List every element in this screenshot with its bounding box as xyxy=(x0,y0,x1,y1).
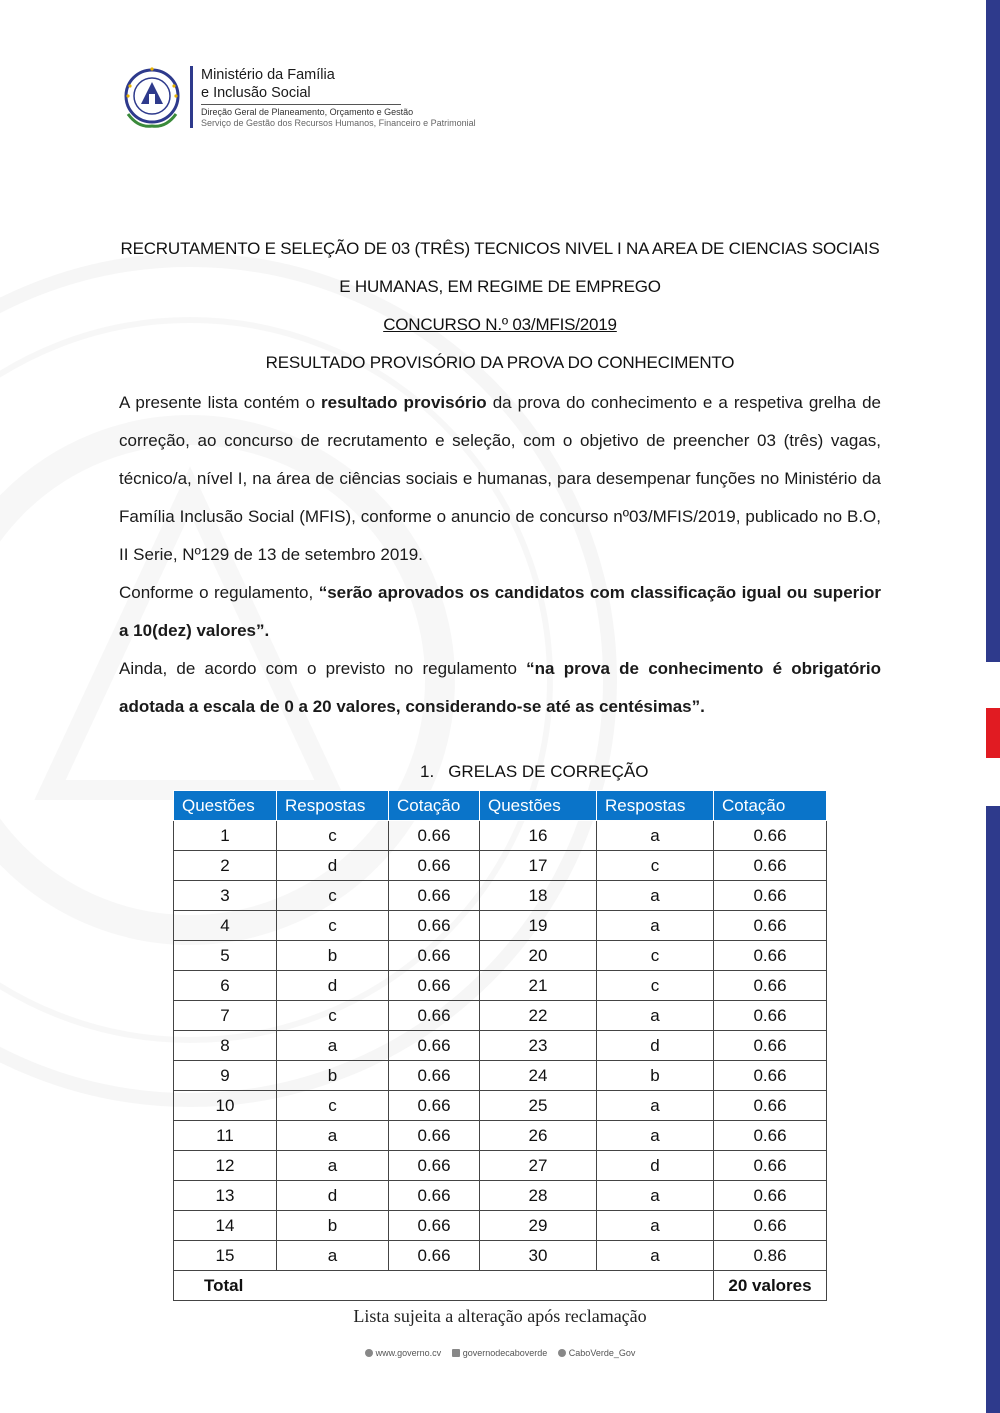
header-questoes-2: Questões xyxy=(480,791,597,821)
cell: 11 xyxy=(174,1121,277,1151)
revision-note: Lista sujeita a alteração após reclamação xyxy=(353,1306,647,1326)
cell: 0.66 xyxy=(389,881,480,911)
cell: 0.66 xyxy=(714,1151,827,1181)
cell: 0.66 xyxy=(389,1151,480,1181)
cell: 0.66 xyxy=(389,1061,480,1091)
cell: 0.66 xyxy=(714,1211,827,1241)
table-header-row xyxy=(174,791,827,821)
cell: 0.66 xyxy=(389,1211,480,1241)
cell: a xyxy=(597,911,714,941)
cell: 8 xyxy=(174,1031,277,1061)
cell: 9 xyxy=(174,1061,277,1091)
cell: 0.66 xyxy=(389,911,480,941)
cell: 2 xyxy=(174,851,277,881)
cell: 20 xyxy=(480,941,597,971)
cell: 15 xyxy=(174,1241,277,1271)
cell: c xyxy=(277,881,389,911)
cell: b xyxy=(277,1061,389,1091)
p3-pre: Ainda, de acordo com o previsto no regulamento xyxy=(119,659,527,678)
cell: c xyxy=(277,1001,389,1031)
cell: c xyxy=(277,911,389,941)
cell: 6 xyxy=(174,971,277,1001)
header-respostas-1: Respostas xyxy=(277,791,389,821)
cell: a xyxy=(597,1211,714,1241)
cell: 0.66 xyxy=(389,971,480,1001)
table-row xyxy=(174,1181,827,1211)
cell: 0.66 xyxy=(714,1121,827,1151)
cell: 0.66 xyxy=(389,1241,480,1271)
table-body xyxy=(174,821,827,1301)
ministry-line2: e Inclusão Social xyxy=(201,85,311,101)
cell: b xyxy=(277,941,389,971)
cell: 3 xyxy=(174,881,277,911)
correction-grid-table xyxy=(173,790,827,1301)
cell: c xyxy=(597,941,714,971)
total-value: 20 valores xyxy=(714,1271,827,1301)
footer xyxy=(0,1348,1000,1358)
cell: 10 xyxy=(174,1091,277,1121)
cell: 0.66 xyxy=(714,911,827,941)
coat-of-arms-logo xyxy=(118,64,186,132)
footer-facebook-text: governodecaboverde xyxy=(462,1348,548,1358)
table-row xyxy=(174,1001,827,1031)
cell: 29 xyxy=(480,1211,597,1241)
p1-pre: A presente lista contém o xyxy=(119,393,322,412)
cell: a xyxy=(277,1151,389,1181)
scale-paragraph xyxy=(119,650,881,726)
cell: c xyxy=(597,851,714,881)
cell: d xyxy=(277,1181,389,1211)
cell: 13 xyxy=(174,1181,277,1211)
section-number: 1. xyxy=(420,762,435,781)
cell: a xyxy=(597,821,714,851)
cell: d xyxy=(597,1031,714,1061)
edge-stripe-blue-top xyxy=(986,0,1000,662)
p2-bold: “serão aprovados os candidatos com classificação igual ou superior a 10(dez) valores”. xyxy=(119,583,881,640)
department-info xyxy=(201,107,476,129)
table-row xyxy=(174,1241,827,1271)
cell: 5 xyxy=(174,941,277,971)
ministry-line1: Ministério da Família xyxy=(201,67,335,83)
table-row xyxy=(174,881,827,911)
cell: 0.66 xyxy=(714,851,827,881)
cell: d xyxy=(597,1151,714,1181)
cell: 19 xyxy=(480,911,597,941)
footer-twitter-text: CaboVerde_Gov xyxy=(568,1348,636,1358)
cell: b xyxy=(277,1211,389,1241)
cell: a xyxy=(597,1091,714,1121)
header-questoes-1: Questões xyxy=(174,791,277,821)
result-title: RESULTADO PROVISÓRIO DA PROVA DO CONHECIMENTO xyxy=(265,353,735,372)
footer-website[interactable] xyxy=(365,1348,442,1358)
total-row xyxy=(174,1271,827,1301)
p1-bold: resultado provisório xyxy=(321,393,487,412)
cell: 17 xyxy=(480,851,597,881)
cell: 27 xyxy=(480,1151,597,1181)
header-respostas-2: Respostas xyxy=(597,791,714,821)
header-cotacao-2: Cotação xyxy=(714,791,827,821)
regulation-paragraph xyxy=(119,574,881,650)
cell: a xyxy=(597,881,714,911)
directorate: Direção Geral de Planeamento, Orçamento e Gestão xyxy=(201,107,414,117)
table-row xyxy=(174,1151,827,1181)
cell: 14 xyxy=(174,1211,277,1241)
footer-facebook[interactable] xyxy=(452,1348,548,1358)
cell: 0.66 xyxy=(714,1031,827,1061)
cell: a xyxy=(277,1241,389,1271)
table-row xyxy=(174,1061,827,1091)
cell: 30 xyxy=(480,1241,597,1271)
cell: a xyxy=(597,1181,714,1211)
cell: 0.66 xyxy=(389,1031,480,1061)
cell: d xyxy=(277,971,389,1001)
cell: 0.66 xyxy=(714,1091,827,1121)
p3-bold: “na prova de conhecimento é obrigatório adotada a escala de 0 a 20 valores, considerando-se até as centésimas”. xyxy=(119,659,882,716)
cell: 0.66 xyxy=(389,1181,480,1211)
cell: 23 xyxy=(480,1031,597,1061)
cell: a xyxy=(277,1121,389,1151)
cell: a xyxy=(597,1241,714,1271)
globe-icon xyxy=(365,1349,373,1357)
table-section-title xyxy=(420,762,648,782)
cell: 7 xyxy=(174,1001,277,1031)
p2-pre: Conforme o regulamento, xyxy=(119,583,319,602)
cell: 0.66 xyxy=(389,1091,480,1121)
ministry-name xyxy=(201,66,335,102)
cell: 0.66 xyxy=(389,1121,480,1151)
cell: 22 xyxy=(480,1001,597,1031)
total-spacer xyxy=(389,1271,714,1301)
cell: a xyxy=(597,1121,714,1151)
cell: 0.66 xyxy=(714,1001,827,1031)
table-row xyxy=(174,1211,827,1241)
cell: c xyxy=(277,1091,389,1121)
table-row xyxy=(174,1121,827,1151)
intro-paragraph xyxy=(119,384,881,574)
header-cotacao-1: Cotação xyxy=(389,791,480,821)
table-row xyxy=(174,941,827,971)
cell: 0.66 xyxy=(389,1001,480,1031)
table-row xyxy=(174,1031,827,1061)
cell: 4 xyxy=(174,911,277,941)
table-row xyxy=(174,1091,827,1121)
cell: 16 xyxy=(480,821,597,851)
cell: d xyxy=(277,851,389,881)
header-divider xyxy=(190,66,193,128)
cell: a xyxy=(597,1001,714,1031)
cell: 21 xyxy=(480,971,597,1001)
cell: 26 xyxy=(480,1121,597,1151)
cell: c xyxy=(277,821,389,851)
dept-underline xyxy=(201,104,401,105)
cell: 0.66 xyxy=(714,941,827,971)
cell: 0.86 xyxy=(714,1241,827,1271)
total-label: Total xyxy=(174,1271,389,1301)
title-line1: RECRUTAMENTO E SELEÇÃO DE 03 (TRÊS) TECNICOS NIVEL I NA AREA DE CIENCIAS SOCIAIS xyxy=(120,239,880,258)
cell: 0.66 xyxy=(389,851,480,881)
cell: 24 xyxy=(480,1061,597,1091)
cell: b xyxy=(597,1061,714,1091)
table-row xyxy=(174,851,827,881)
footer-website-text: www.governo.cv xyxy=(375,1348,442,1358)
contest-number: CONCURSO N.º 03/MFIS/2019 xyxy=(383,315,617,334)
table-row xyxy=(174,911,827,941)
edge-stripe-red xyxy=(986,708,1000,758)
table-row xyxy=(174,821,827,851)
cell: 0.66 xyxy=(714,821,827,851)
cell: 12 xyxy=(174,1151,277,1181)
cell: 0.66 xyxy=(714,1061,827,1091)
facebook-icon xyxy=(452,1349,460,1357)
cell: 1 xyxy=(174,821,277,851)
cell: 28 xyxy=(480,1181,597,1211)
table-row xyxy=(174,971,827,1001)
cell: a xyxy=(277,1031,389,1061)
p1-post: da prova do conhecimento e a respetiva grelha de correção, ao concurso de recrutamento e seleção, com o objetivo de preencher 03 (três) vagas, técnico/a, nível I, na área de ciências sociais e humanas, para desempenar funções no Ministério da Família Inclusão Social (MFIS), conforme o anuncio de concurso nº03/MFIS/2019, publicado no B.O, II Serie, Nº129 de 13 de setembro 2019. xyxy=(119,393,881,564)
twitter-icon xyxy=(558,1349,566,1357)
cell: 0.66 xyxy=(714,1181,827,1211)
title-line2: E HUMANAS, EM REGIME DE EMPREGO xyxy=(339,277,661,296)
cell: 25 xyxy=(480,1091,597,1121)
cell: 0.66 xyxy=(714,971,827,1001)
cell: 0.66 xyxy=(389,941,480,971)
service: Serviço de Gestão dos Recursos Humanos, Financeiro e Patrimonial xyxy=(201,118,476,128)
cell: 0.66 xyxy=(389,821,480,851)
cell: 18 xyxy=(480,881,597,911)
footer-twitter[interactable] xyxy=(558,1348,636,1358)
section-title: GRELAS DE CORREÇÃO xyxy=(448,762,649,781)
cell: 0.66 xyxy=(714,881,827,911)
cell: c xyxy=(597,971,714,1001)
